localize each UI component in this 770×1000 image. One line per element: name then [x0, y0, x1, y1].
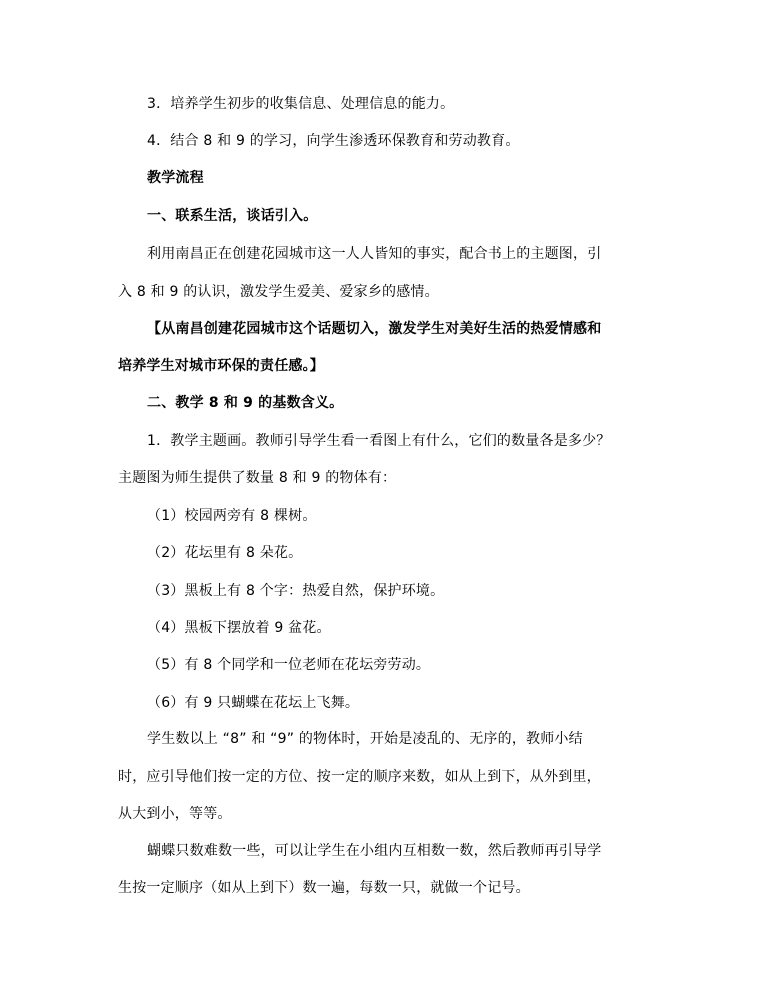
list-item: （2）花坛里有 8 朵花。: [147, 545, 303, 561]
bracket-note-line: 培养学生对城市环保的责任感。】: [118, 358, 324, 374]
objective-3-text: 3．培养学生初步的收集信息、处理信息的能力。: [147, 96, 455, 112]
section-heading-part-1: 一、联系生活，谈话引入。: [147, 208, 318, 224]
paragraph-line: 1．教学主题画。教师引导学生看一看图上有什么，它们的数量各是多少？: [147, 433, 611, 449]
paragraph-line: 学生数以上 “8” 和 “9” 的物体时，开始是凌乱的、无序的，教师小结: [147, 731, 583, 747]
list-item: （4）黑板下摆放着 9 盆花。: [147, 620, 331, 636]
list-item: （6）有 9 只蝴蝶在花坛上飞舞。: [147, 695, 360, 711]
section-heading-teaching-flow: 教学流程: [147, 170, 204, 186]
section-heading-part-2: 二、教学 8 和 9 的基数含义。: [147, 395, 344, 411]
paragraph-line: 蝴蝶只数难数一些，可以让学生在小组内互相数一数，然后教师再引导学: [147, 843, 602, 859]
paragraph-line: 时，应引导他们按一定的方位、按一定的顺序来数，如从上到下，从外到里，: [118, 769, 601, 785]
paragraph-line: 主题图为师生提供了数量 8 和 9 的物体有：: [118, 470, 397, 486]
list-item: （3）黑板上有 8 个字：热爱自然，保护环境。: [147, 583, 445, 599]
objective-4-text: 4．结合 8 和 9 的学习，向学生渗透环保教育和劳动教育。: [147, 133, 520, 149]
bracket-note-line: 【从南昌创建花园城市这个话题切入，激发学生对美好生活的热爱情感和: [147, 321, 602, 337]
list-item: （1）校园两旁有 8 棵树。: [147, 508, 317, 524]
paragraph-line: 入 8 和 9 的认识，激发学生爱美、爱家乡的感情。: [118, 284, 439, 300]
paragraph-line: 从大到小，等等。: [118, 806, 232, 822]
list-item: （5）有 8 个同学和一位老师在花坛旁劳动。: [147, 657, 431, 673]
paragraph-line: 利用南昌正在创建花园城市这一人人皆知的事实，配合书上的主题图，引: [147, 246, 602, 262]
paragraph-line: 生按一定顺序（如从上到下）数一遍，每数一只，就做一个记号。: [118, 880, 530, 896]
